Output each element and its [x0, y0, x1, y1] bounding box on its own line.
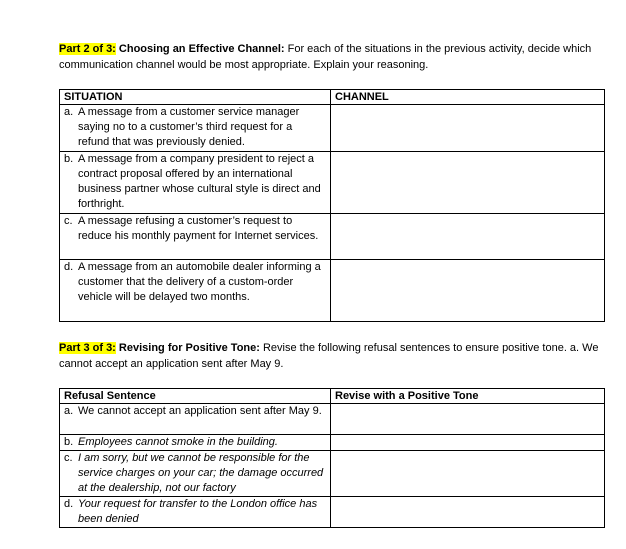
table-row: [60, 214, 605, 260]
revision-cell[interactable]: [331, 451, 605, 497]
row-letter: b.: [64, 436, 74, 448]
channel-cell[interactable]: [331, 152, 605, 214]
situation-text: A message from a customer service manager saying no to a customer’s third request for a refund that was previously denied.: [78, 106, 300, 148]
row-letter: b.: [64, 153, 74, 165]
table-row: [60, 260, 605, 322]
refusal-revision-table: [59, 388, 605, 528]
revision-cell[interactable]: [331, 497, 605, 528]
table-row: [60, 435, 605, 451]
refusal-text: Your request for transfer to the London office has been denied: [78, 498, 318, 525]
refusal-text: I am sorry, but we cannot be responsible for the service charges on your car; the damage occurred at the dealership, not our factory: [78, 452, 324, 494]
row-letter: d.: [64, 261, 74, 273]
refusal-cell: [60, 404, 331, 435]
row-letter: a.: [64, 405, 74, 417]
refusal-header: Refusal Sentence: [60, 389, 331, 404]
row-letter: a.: [64, 106, 74, 118]
part2-text: For each of the situations in the previous activity, decide which communication channel would be most appropriate. Explain your reasoning.: [59, 43, 592, 71]
table-row: [60, 497, 605, 528]
channel-header: CHANNEL: [331, 90, 605, 105]
refusal-cell: [60, 497, 331, 528]
channel-cell[interactable]: [331, 105, 605, 152]
part2-heading: Choosing an Effective Channel:: [118, 43, 285, 55]
table-row: [60, 451, 605, 497]
revision-cell[interactable]: [331, 404, 605, 435]
part3-text: Revise the following refusal sentences to ensure positive tone. a. We cannot accept an application sent after May 9.: [59, 342, 599, 370]
table-row: [60, 105, 605, 152]
situation-text: A message refusing a customer’s request to reduce his monthly payment for Internet services.: [78, 215, 319, 242]
refusal-text: Employees cannot smoke in the building.: [78, 436, 278, 448]
situation-cell: [60, 214, 331, 260]
situation-cell: [60, 152, 331, 214]
row-letter: c.: [64, 452, 73, 464]
part3-instructions: [59, 340, 614, 372]
table-row: [60, 404, 605, 435]
situation-text: A message from an automobile dealer informing a customer that the delivery of a custom-order vehicle will be delayed two months.: [78, 261, 321, 303]
refusal-text: We cannot accept an application sent after May 9.: [78, 405, 322, 417]
part2-label: Part 2 of 3:: [59, 43, 116, 55]
situation-cell: [60, 260, 331, 322]
situation-text: A message from a company president to reject a contract proposal offered by an international business partner whose cultural style is direct and forthright.: [78, 153, 321, 210]
channel-cell[interactable]: [331, 260, 605, 322]
revision-header: Revise with a Positive Tone: [331, 389, 605, 404]
situation-header: SITUATION: [60, 90, 331, 105]
part3-heading: Revising for Positive Tone:: [118, 342, 260, 354]
situation-cell: [60, 105, 331, 152]
refusal-cell: [60, 435, 331, 451]
part2-instructions: [59, 41, 614, 73]
situation-channel-table: [59, 89, 605, 322]
table-row: [60, 152, 605, 214]
part3-label: Part 3 of 3:: [59, 342, 116, 354]
row-letter: c.: [64, 215, 73, 227]
refusal-cell: [60, 451, 331, 497]
channel-cell[interactable]: [331, 214, 605, 260]
row-letter: d.: [64, 498, 74, 510]
revision-cell[interactable]: [331, 435, 605, 451]
